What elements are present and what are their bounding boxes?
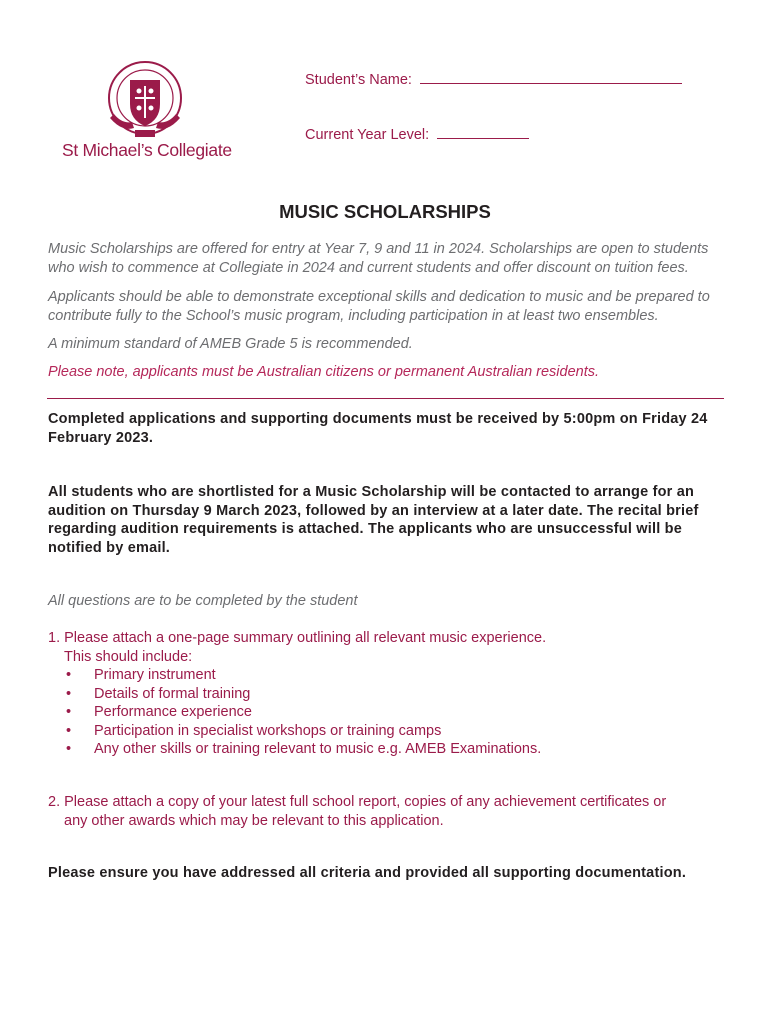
list-item: • Primary instrument — [66, 667, 216, 683]
question-1-text: 1. Please attach a one-page summary outlining all relevant music experience. — [48, 630, 547, 646]
list-item: • Details of formal training — [66, 685, 251, 702]
intro-paragraph-1: Music Scholarships are offered for entry at Year 7, 9 and 11 in 2024. Scholarships are open to students who wish to commence at Collegiate in 2024 and current students and offer discount on tuition fees. — [48, 241, 709, 276]
question-2 — [48, 793, 738, 830]
school-logo — [62, 58, 247, 168]
year-level-line[interactable] — [437, 125, 529, 139]
question-2-line-1: 2. Please attach a copy of your latest full school report, copies of any achievement certificates or — [48, 794, 667, 810]
list-item: • Participation in specialist workshops or training camps — [66, 722, 442, 739]
list-item: • Any other skills or training relevant to music e.g. AMEB Examinations. — [66, 741, 542, 757]
question-2-line-2: any other awards which may be relevant to this application. — [64, 812, 444, 829]
question-1-subtext: This should include: — [64, 648, 193, 665]
shortlist-notice: All students who are shortlisted for a Music Scholarship will be contacted to arrange for an audition on Thursday 9 March 2023, followed by an interview at a later date. The recital brief regarding audition requirements is attached. The applicants who are unsuccessful will be notified by email. — [48, 484, 699, 556]
student-name-field[interactable] — [305, 70, 682, 88]
year-level-field[interactable] — [305, 125, 529, 143]
year-level-label: Current Year Level: — [305, 127, 430, 143]
deadline-notice: Completed applications and supporting documents must be received by 5:00pm on Friday 24 February 2023. — [48, 411, 708, 446]
intro-paragraph-2: Applicants should be able to demonstrate exceptional skills and dedication to music and be prepared to contribute fully to the School’s music program, including participation in at least two ensembles. — [48, 289, 710, 324]
question-1-list — [48, 666, 738, 759]
instructions: All questions are to be completed by the student — [48, 593, 358, 609]
intro-paragraph-3: A minimum standard of AMEB Grade 5 is recommended. — [48, 336, 413, 352]
student-name-line[interactable] — [420, 70, 682, 84]
closing-statement: Please ensure you have addressed all criteria and provided all supporting documentation. — [48, 865, 687, 881]
list-item: • Performance experience — [66, 704, 252, 720]
student-name-label: Student’s Name: — [305, 72, 412, 88]
school-crest-icon — [102, 58, 188, 144]
question-1 — [48, 629, 738, 759]
divider — [47, 398, 724, 399]
residency-note: Please note, applicants must be Australian citizens or permanent Australian residents. — [48, 364, 600, 380]
page-title: MUSIC SCHOLARSHIPS — [279, 201, 491, 222]
school-name: St Michael’s Collegiate — [62, 140, 232, 160]
